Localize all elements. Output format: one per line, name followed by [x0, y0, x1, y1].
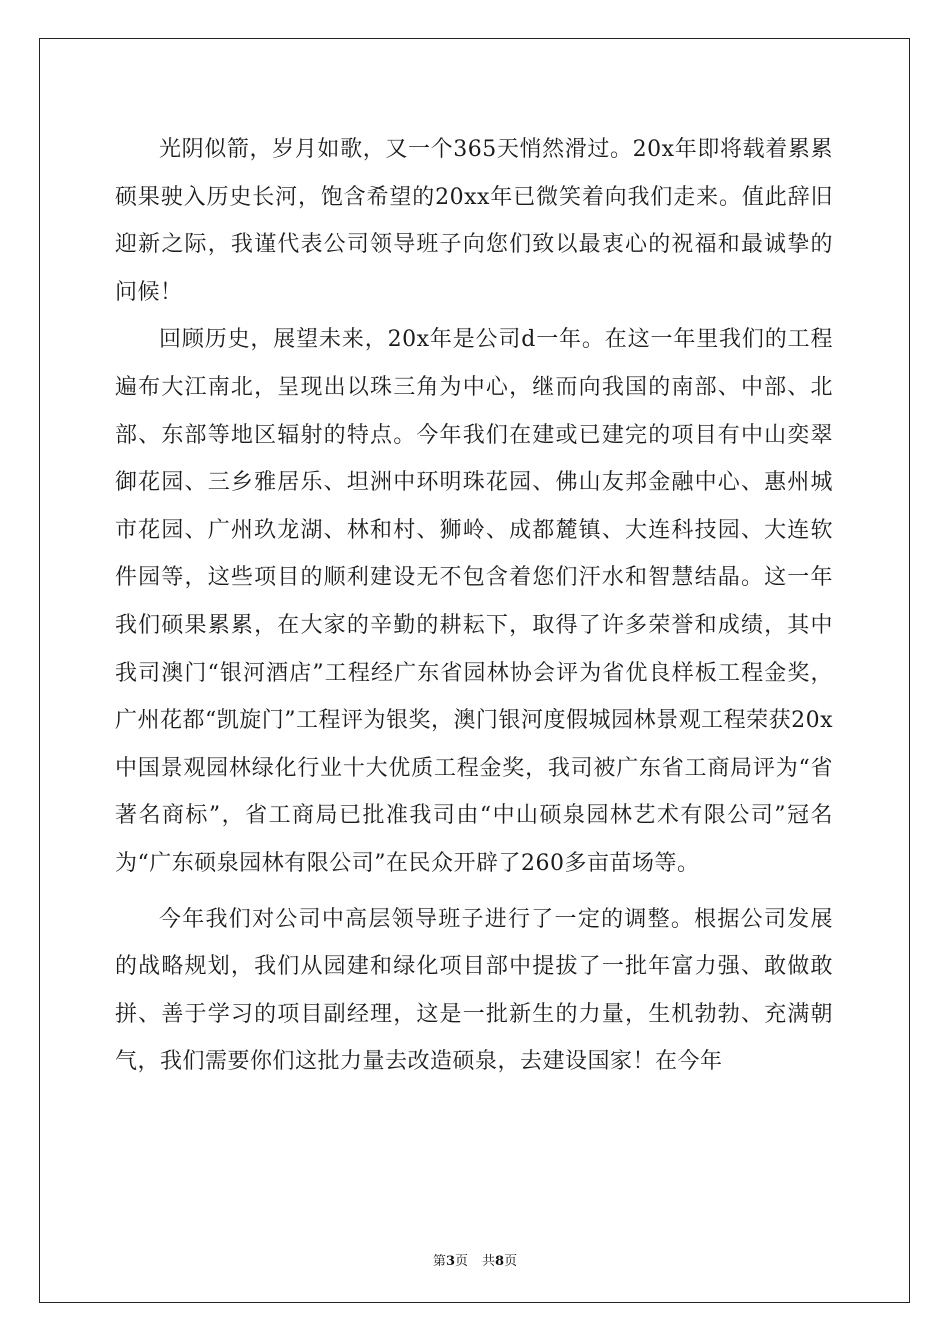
page-unit: 页: [454, 1254, 468, 1269]
paragraph-2: 回顾历史，展望未来，20x年是公司d一年。在这一年里我们的工程遍布大江南北，呈现出以珠三角为中心，继而向我国的南部、中部、北部、东部等地区辐射的特点。今年我们在建或已建完的项目有中山奕翠御花园、三乡雅居乐、坦洲中环明珠花园、佛山友邦金融中心、惠州城市花园、广州玖龙湖、林和村、狮岭、成都麓镇、大连科技园、大连软件园等，这些项目的顺利建设无不包含着您们汗水和智慧结晶。这一年我们硕果累累，在大家的辛勤的耕耘下，取得了许多荣誉和成绩，其中我司澳门“银河酒店”工程经广东省园林协会评为省优良样板工程金奖，广州花都“凯旋门”工程评为银奖，澳门银河度假城园林景观工程荣获20x中国景观园林绿化行业十大优质工程金奖，我司被广东省工商局评为“省著名商标”，省工商局已批准我司由“中山硕泉园林艺术有限公司”冠名为“广东硕泉园林有限公司”在民众开辟了260多亩苗场等。: [115, 327, 833, 876]
paragraph-3: 今年我们对公司中高层领导班子进行了一定的调整。根据公司发展的战略规划，我们从园建和绿化项目部中提拔了一批年富力强、敢做敢拼、善于学习的项目副经理，这是一批新生的力量，生机勃勃、充满朝气，我们需要你们这批力量去改造硕泉，去建设国家！在今年: [115, 906, 833, 1075]
page-total: 8: [495, 1254, 505, 1269]
page-footer: [0, 1250, 950, 1269]
document-body: [115, 126, 833, 1086]
paragraph-1: 光阴似箭，岁月如歌，又一个365天悄然滑过。20x年即将载着累累硕果驶入历史长河，饱含希望的20xx年已微笑着向我们走来。值此辞旧迎新之际，我谨代表公司领导班子向您们致以最衷心的祝福和最诚挚的问候！: [115, 137, 833, 305]
page-current: 3: [445, 1254, 455, 1269]
page-prefix: 第: [432, 1254, 446, 1269]
total-unit: 页: [504, 1254, 518, 1269]
total-prefix: 共: [482, 1254, 496, 1269]
